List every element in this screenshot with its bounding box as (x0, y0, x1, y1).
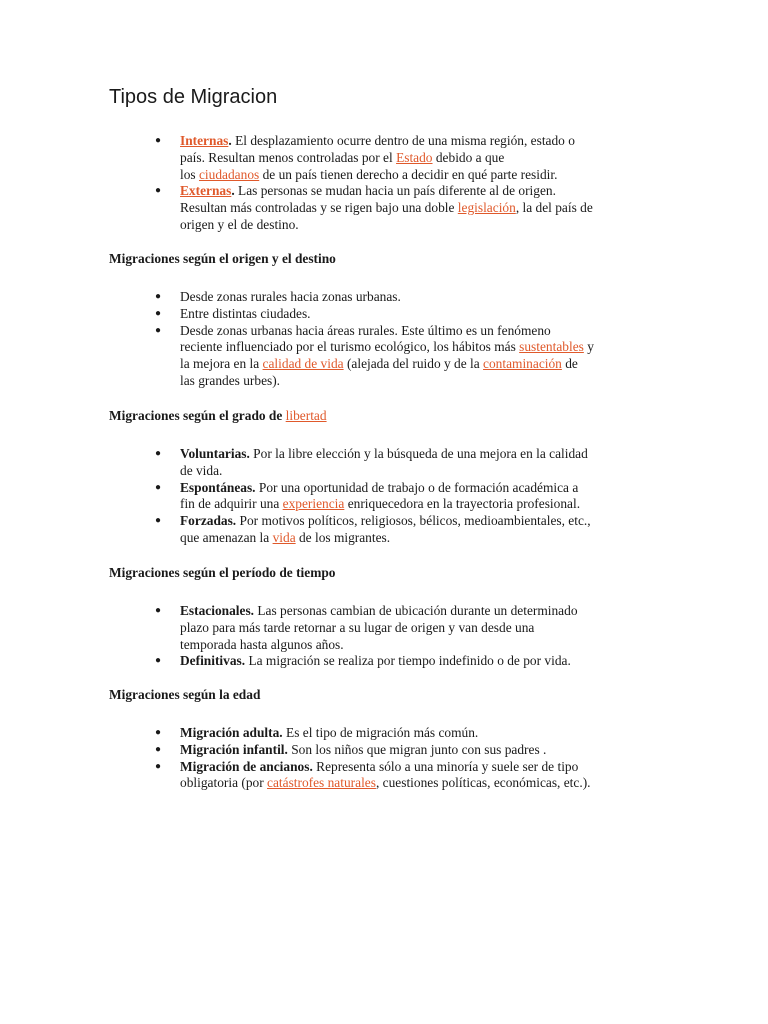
term-migracion-infantil: Migración infantil. (180, 741, 288, 757)
link-calidad-de-vida[interactable]: calidad de vida (262, 356, 344, 372)
link-externas[interactable]: Externas (180, 183, 232, 199)
bullet-icon: ● (155, 760, 162, 772)
bullet-icon: ● (155, 185, 162, 197)
bullet-icon: ● (155, 605, 162, 616)
page-title: Tipos de Migracion (109, 86, 278, 108)
term-migracion-ancianos: Migración de ancianos. (180, 758, 313, 774)
bullet-icon: ● (155, 324, 162, 336)
link-experiencia[interactable]: experiencia (282, 496, 345, 512)
bullet-icon: ● (155, 307, 162, 319)
link-contaminacion[interactable]: contaminación (483, 356, 562, 372)
list-item: ● Espontáneas. Por una oportunidad de trabajo o de formación académica a fin de adquirir una experiencia enriquecedora en la trayectoria profesional. (155, 479, 581, 512)
list-item-externas: ● Externas. Las personas se mudan hacia un país diferente al de origen. Resultan más controladas y se rigen bajo una doble legislación, la del país de origen y el de destino. (155, 183, 593, 232)
list-item: ● Forzadas. Por motivos políticos, religiosos, bélicos, medioambientales, etc., que amenazan la vida de los migrantes. (155, 513, 591, 545)
term-estacionales: Estacionales. (180, 603, 255, 618)
link-estado[interactable]: Estado (396, 149, 433, 165)
link-catastrofes-naturales[interactable]: catástrofes naturales (267, 775, 376, 791)
link-internas[interactable]: Internas (180, 133, 229, 148)
link-vida[interactable]: vida (272, 529, 296, 545)
bullet-icon: ● (155, 481, 162, 493)
bullet-icon: ● (155, 655, 162, 667)
bullet-icon: ● (155, 743, 162, 755)
term-migracion-adulta: Migración adulta. (180, 725, 283, 740)
list-item: ● Migración adulta. Es el tipo de migración más común. (155, 725, 479, 740)
list-item: ● Desde zonas rurales hacia zonas urbanas. (155, 289, 401, 304)
term-forzadas: Forzadas. (180, 513, 237, 529)
periodo-list (0, 603, 768, 670)
list-item: ● Voluntarias. Por la libre elección y la búsqueda de una mejora en la calidad de vida. (155, 446, 588, 478)
term-voluntarias: Voluntarias. (180, 446, 250, 461)
bullet-icon: ● (155, 448, 162, 459)
list-item: ● Migración infantil. Son los niños que migran junto con sus padres . (155, 741, 547, 757)
heading-edad: Migraciones según la edad (109, 687, 261, 702)
link-sustentables[interactable]: sustentables (519, 339, 584, 355)
list-item: ● Desde zonas urbanas hacia áreas rurales. Este último es un fenómeno reciente influenciado por el turismo ecológico, los hábitos más sustentables y la mejora en la calidad de vida (alejada del ruido y de la contaminación de las grandes urbes). (155, 322, 594, 388)
libertad-list (0, 446, 768, 547)
list-item: ● Migración de ancianos. Representa sólo a una minoría y suele ser de tipo obligatoria (por catástrofes naturales, cuestiones políticas, económicas, etc.). (155, 758, 591, 791)
bullet-icon: ● (155, 515, 162, 527)
list-item: ● Estacionales. Las personas cambian de ubicación durante un determinado plazo para más tarde retornar a su lugar de origen y van desde una temporada hasta algunos años. (155, 603, 578, 652)
term-definitivas: Definitivas. (180, 653, 246, 669)
term-espontaneas: Espontáneas. (180, 479, 256, 495)
origen-list (0, 289, 768, 390)
list-item: ● Entre distintas ciudades. (155, 305, 311, 321)
edad-list (0, 725, 768, 792)
list-item: ● Definitivas. La migración se realiza por tiempo indefinido o de por vida. (155, 653, 571, 669)
link-legislacion[interactable]: legislación (457, 200, 516, 216)
link-libertad[interactable]: libertad (285, 408, 327, 423)
bullet-icon: ● (155, 727, 162, 738)
heading-periodo: Migraciones según el período de tiempo (109, 565, 336, 580)
heading-libertad: Migraciones según el grado de libertad (109, 408, 327, 423)
bullet-icon: ● (155, 291, 162, 302)
link-ciudadanos[interactable]: ciudadanos (198, 166, 260, 182)
heading-origen-destino: Migraciones según el origen y el destino (109, 251, 336, 266)
list-item-internas: ● Internas. El desplazamiento ocurre dentro de una misma región, estado o país. Resultan menos controladas por el Estado debido a que los ciudadanos de un país tienen derecho a decidir en qué parte residir. (155, 133, 575, 182)
bullet-icon: ● (155, 135, 162, 146)
intro-list (0, 133, 768, 234)
